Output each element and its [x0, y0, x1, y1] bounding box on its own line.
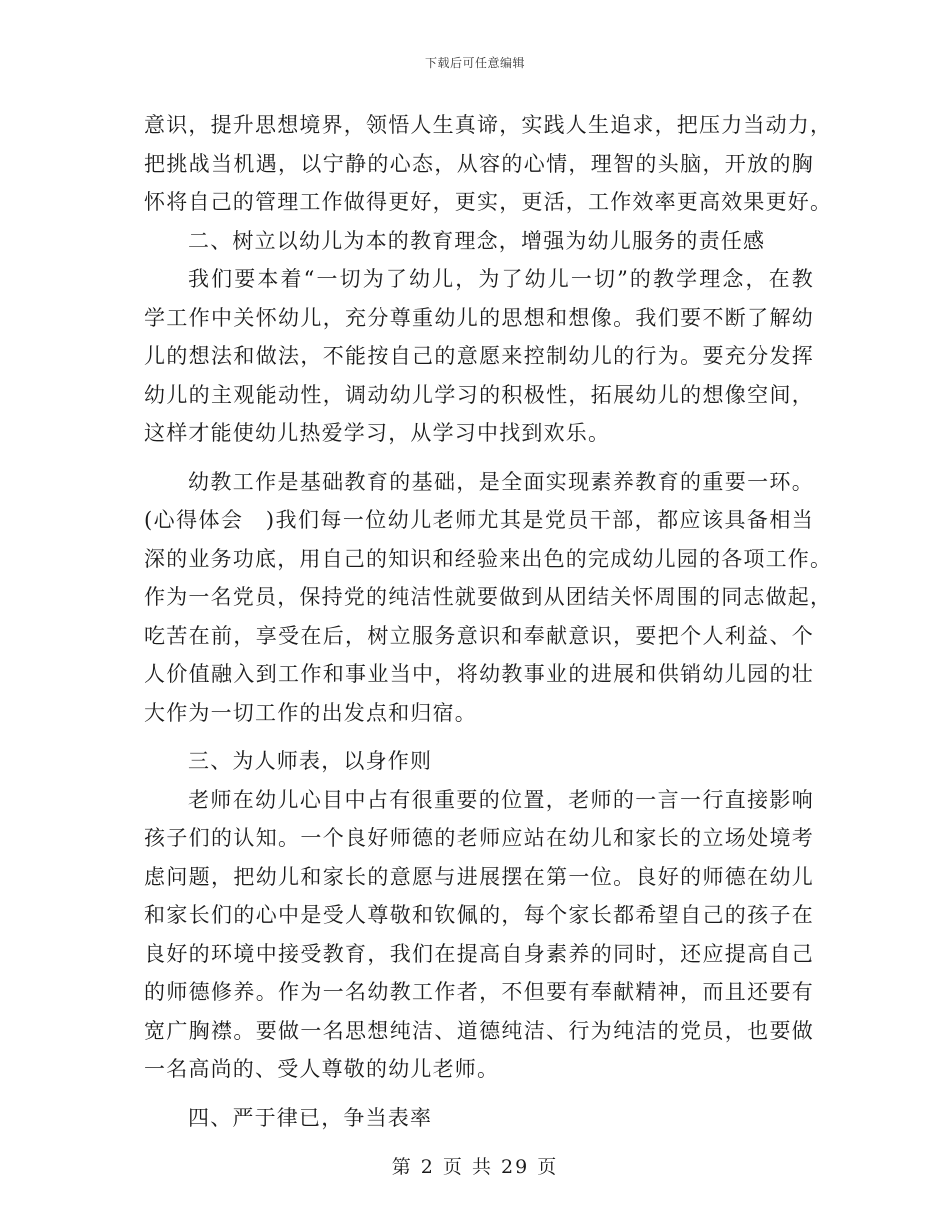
paragraph-line: 大作为一切工作的出发点和归宿。 — [144, 700, 477, 725]
paragraph-line: 怀将自己的管理工作做得更好，更实，更活，工作效率更高效果更好。 — [144, 190, 833, 214]
paragraph-line: 老师在幼儿心目中占有很重要的位置，老师的一言一行直接影响 — [188, 787, 814, 812]
paragraph-line: 虑问题，把幼儿和家长的意愿与进展摆在第一位。良好的师德在幼儿 — [144, 864, 814, 889]
paragraph-line: 把挑战当机遇，以宁静的心态，从容的心情，理智的头脑，开放的胸 — [144, 151, 814, 176]
paragraph-line: 幼教工作是基础教育的基础，是全面实现素养教育的重要一环。 — [188, 469, 814, 494]
page-number-footer: 第 2 页 共 29 页 — [391, 1156, 559, 1178]
paragraph-line: 作为一名党员，保持党的纯洁性就要做到从团结关怀周围的同志做起， — [144, 585, 833, 609]
document-body — [144, 106, 833, 1137]
paragraph-line: 宽广胸襟。要做一名思想纯洁、道德纯洁、行为纯洁的党员，也要做 — [144, 1018, 814, 1043]
section-heading-3: 三、为人师表，以身作则 — [188, 749, 433, 773]
paragraph-line: 一名高尚的、受人尊敬的幼儿老师。 — [144, 1057, 500, 1081]
paragraph-line: 学工作中关怀幼儿，充分尊重幼儿的思想和想像。我们要不断了解幼 — [144, 305, 814, 330]
section-heading-4: 四、严于律已，争当表率 — [188, 1105, 433, 1130]
paragraph-line: 我们要本着“一切为了幼儿，为了幼儿一切”的教学理念，在教 — [188, 267, 814, 291]
paragraph-line: 良好的环境中接受教育，我们在提高自身素养的同时，还应提高自己 — [144, 941, 814, 966]
paragraph-line: 和家长们的心中是受人尊敬和钦佩的，每个家长都希望自己的孩子在 — [144, 903, 814, 927]
page-header: 下载后可任意编辑 — [424, 56, 525, 70]
paragraph-line: 孩子们的认知。一个良好师德的老师应站在幼儿和家长的立场处境考 — [144, 826, 814, 850]
paragraph-line: 深的业务功底，用自己的知识和经验来出色的完成幼儿园的各项工作。 — [144, 546, 833, 571]
paragraph-line: (心得体会 )我们每一位幼儿老师尤其是党员干部，都应该具备相当 — [144, 508, 814, 532]
paragraph-line: 幼儿的主观能动性，调动幼儿学习的积极性，拓展幼儿的想像空间， — [144, 382, 814, 407]
paragraph-line: 人价值融入到工作和事业当中，将幼教事业的进展和供销幼儿园的壮 — [144, 662, 814, 686]
paragraph-line: 这样才能使幼儿热爱学习，从学习中找到欢乐。 — [144, 421, 611, 445]
section-heading-2: 二、树立以幼儿为本的教育理念，增强为幼儿服务的责任感 — [188, 228, 766, 253]
paragraph-line: 的师德修养。作为一名幼教工作者，不但要有奉献精神，而且还要有 — [144, 980, 814, 1004]
paragraph-line: 意识，提升思想境界，领悟人生真谛，实践人生追求，把压力当动力， — [144, 113, 833, 137]
paragraph-line: 儿的想法和做法，不能按自己的意愿来控制幼儿的行为。要充分发挥 — [144, 344, 814, 368]
paragraph-line: 吃苦在前，享受在后，树立服务意识和奉献意识，要把个人利益、个 — [144, 623, 814, 648]
